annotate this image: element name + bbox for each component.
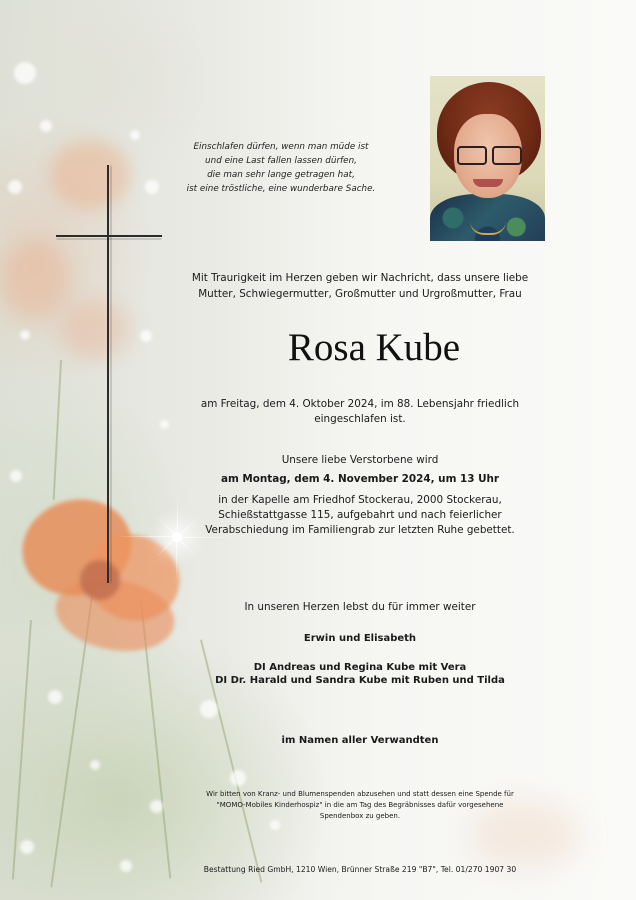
bokeh-light <box>20 840 34 854</box>
bokeh-light <box>90 760 100 770</box>
donation-line: Wir bitten von Kranz- und Blumenspenden abzusehen und statt dessen eine Spende für <box>206 790 514 798</box>
bokeh-light <box>150 800 163 813</box>
cross-horizontal-bar <box>56 235 162 237</box>
blurred-flower <box>50 140 130 210</box>
mourners-line: DI Dr. Harald und Sandra Kube mit Ruben und Tilda <box>215 675 505 686</box>
bokeh-light <box>8 180 22 194</box>
funeral-intro: Unsere liebe Verstorbene wird <box>281 454 439 466</box>
portrait-photo <box>430 76 545 241</box>
blurred-flower <box>0 240 70 320</box>
poem-line: Einschlafen dürfen, wenn man müde ist <box>193 142 369 152</box>
funeral-place-line: in der Kapelle am Friedhof Stockerau, 2000 Stockerau, <box>218 494 502 506</box>
bokeh-light <box>145 180 159 194</box>
death-notice <box>150 397 570 427</box>
blurred-flower <box>60 300 130 360</box>
mourners-grandchildren <box>150 661 570 687</box>
announcement-intro <box>150 270 570 302</box>
intro-line: Mit Traurigkeit im Herzen geben wir Nachricht, dass unsere liebe <box>191 272 529 284</box>
bokeh-light <box>20 330 30 340</box>
deceased-name: Rosa Kube <box>287 326 461 369</box>
bokeh-light <box>120 860 132 872</box>
poem-line: und eine Last fallen lassen dürfen, <box>205 156 357 166</box>
bokeh-light <box>140 330 152 342</box>
portrait-glasses <box>492 146 522 165</box>
funeral-home-footer: Bestattung Ried GmbH, 1210 Wien, Brünner Straße 219 "B7", Tel. 01/270 1907 30 <box>203 865 517 874</box>
bokeh-light <box>200 700 218 718</box>
grass-stem <box>53 360 62 500</box>
memorial-motto: In unseren Herzen lebst du für immer weiter <box>244 601 476 613</box>
portrait-glasses <box>457 146 487 165</box>
bokeh-light <box>230 770 246 786</box>
mourners-children: Erwin und Elisabeth <box>303 633 417 644</box>
donation-line: Spendenbox zu geben. <box>319 812 401 820</box>
bokeh-light <box>130 130 140 140</box>
bokeh-light <box>48 690 62 704</box>
light-ray <box>176 537 177 582</box>
bokeh-light <box>40 120 52 132</box>
mourners-relatives: im Namen aller Verwandten <box>281 735 439 746</box>
death-notice-line: am Freitag, dem 4. Oktober 2024, im 88. Lebensjahr friedlich <box>200 398 520 410</box>
funeral-place-line: Verabschiedung im Familiengrab zur letzten Ruhe gebettet. <box>205 524 515 536</box>
death-notice-line: eingeschlafen ist. <box>314 413 406 425</box>
bokeh-light <box>14 62 36 84</box>
light-ray <box>176 537 198 559</box>
cross-vertical-bar <box>107 165 109 583</box>
donation-line: "MOMO-Mobiles Kinderhospiz" in die am Tag des Begräbnisses dafür vorgesehene <box>216 801 504 809</box>
donation-request <box>170 789 550 822</box>
funeral-place-line: Schießstattgasse 115, aufgebahrt und nach feierlicher <box>218 509 502 521</box>
poem-line: ist eine tröstliche, eine wunderbare Sache. <box>186 184 376 194</box>
mourners-line: DI Andreas und Regina Kube mit Vera <box>253 662 467 673</box>
poppy-center <box>80 560 120 600</box>
poem <box>170 140 392 196</box>
funeral-place <box>150 493 570 538</box>
portrait-smile <box>473 179 503 187</box>
poem-line: die man sehr lange getragen hat, <box>207 170 355 180</box>
bokeh-light <box>10 470 22 482</box>
intro-line: Mutter, Schwiegermutter, Großmutter und Urgroßmutter, Frau <box>198 288 522 300</box>
funeral-date: am Montag, dem 4. November 2024, um 13 Uhr <box>220 473 500 485</box>
